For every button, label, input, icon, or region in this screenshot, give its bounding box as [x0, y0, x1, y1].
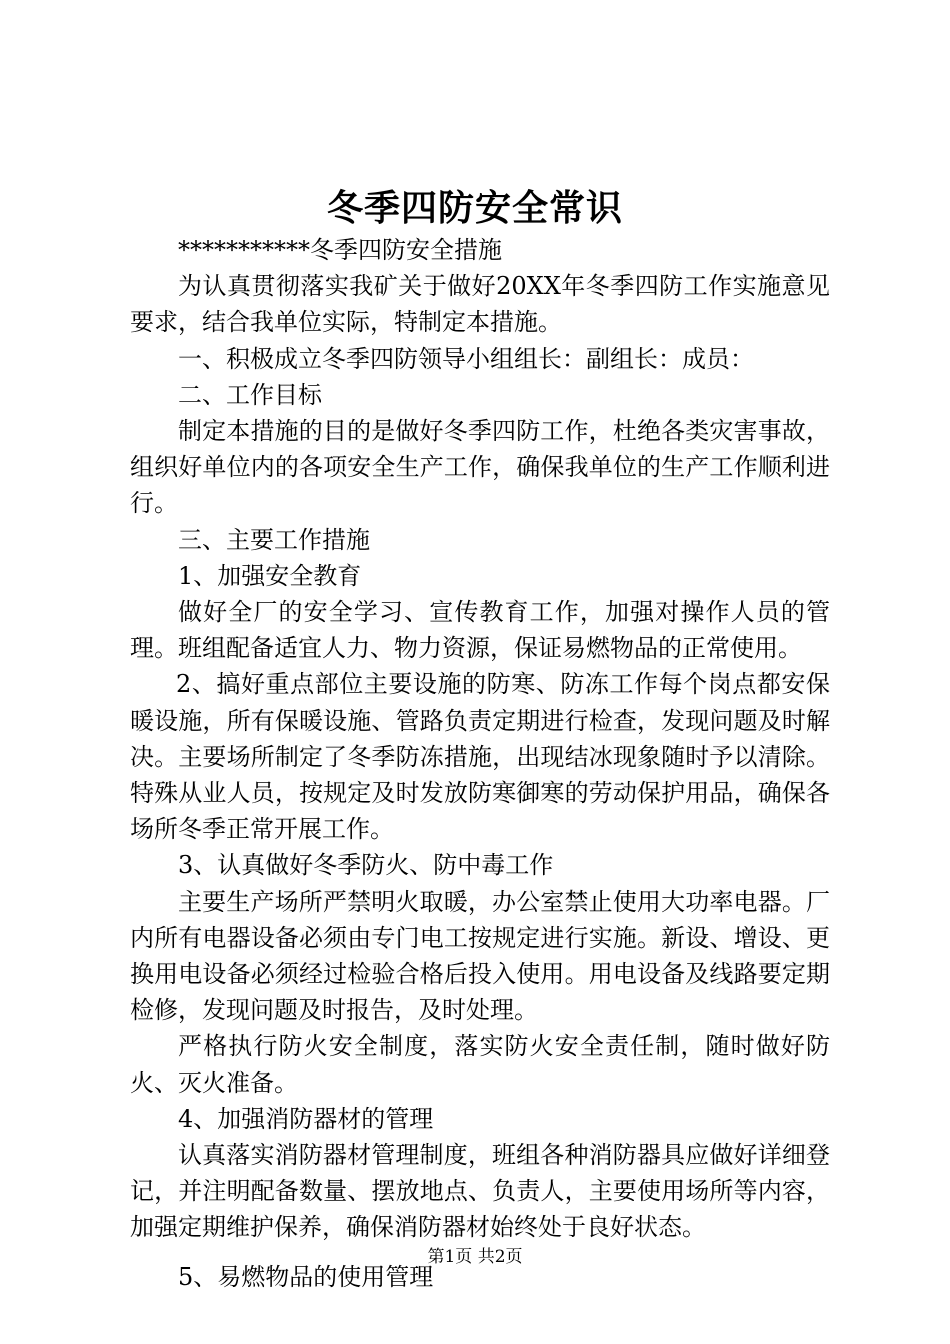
paragraph: 主要生产场所严禁明火取暖，办公室禁止使用大功率电器。厂内所有电器设备必须由专门电工按规定进行实施。新设、增设、更换用电设备必须经过检验合格后投入使用。用电设备及线路要定期检修，发现问题及时报告，及时处理。 [130, 887, 830, 1025]
paragraph: 为认真贯彻落实我矿关于做好20XX年冬季四防工作实施意见要求，结合我单位实际，特制定本措施。 [130, 272, 830, 337]
document-title: 冬季四防安全常识 [326, 187, 623, 229]
paragraph: 3、认真做好冬季防火、防中毒工作 [178, 851, 554, 880]
document-body [130, 232, 830, 1295]
paragraph: 认真落实消防器材管理制度，班组各种消防器具应做好详细登记，并注明配备数量、摆放地点、负责人，主要使用场所等内容，加强定期维护保养，确保消防器材始终处于良好状态。 [130, 1141, 830, 1242]
page-footer: 第1页 共2页 [427, 1247, 523, 1267]
paragraph: 1、加强安全教育 [178, 561, 362, 590]
paragraph: 严格执行防火安全制度，落实防火安全责任制，随时做好防火、灭火准备。 [130, 1032, 830, 1097]
paragraph: 二、工作目标 [178, 380, 322, 409]
paragraph: 4、加强消防器材的管理 [178, 1104, 434, 1133]
paragraph: 三、主要工作措施 [178, 525, 370, 554]
paragraph: 制定本措施的目的是做好冬季四防工作，杜绝各类灾害事故，组织好单位内的各项安全生产工作，确保我单位的生产工作顺利进行。 [130, 417, 830, 518]
paragraph: ***********冬季四防安全措施 [178, 236, 502, 264]
paragraph: 2、搞好重点部位主要设施的防寒、防冻工作每个岗点都安保暖设施，所有保暖设施、管路负责定期进行检查，发现问题及时解决。主要场所制定了冬季防冻措施，出现结冰现象随时予以清除。特殊从业人员，按规定及时发放防寒御寒的劳动保护用品，确保各场所冬季正常开展工作。 [130, 670, 830, 844]
paragraph: 一、积极成立冬季四防领导小组组长：副组长：成员： [178, 344, 754, 373]
paragraph: 5、易燃物品的使用管理 [178, 1262, 434, 1291]
paragraph: 做好全厂的安全学习、宣传教育工作，加强对操作人员的管理。班组配备适宜人力、物力资源，保证易燃物品的正常使用。 [130, 598, 830, 663]
